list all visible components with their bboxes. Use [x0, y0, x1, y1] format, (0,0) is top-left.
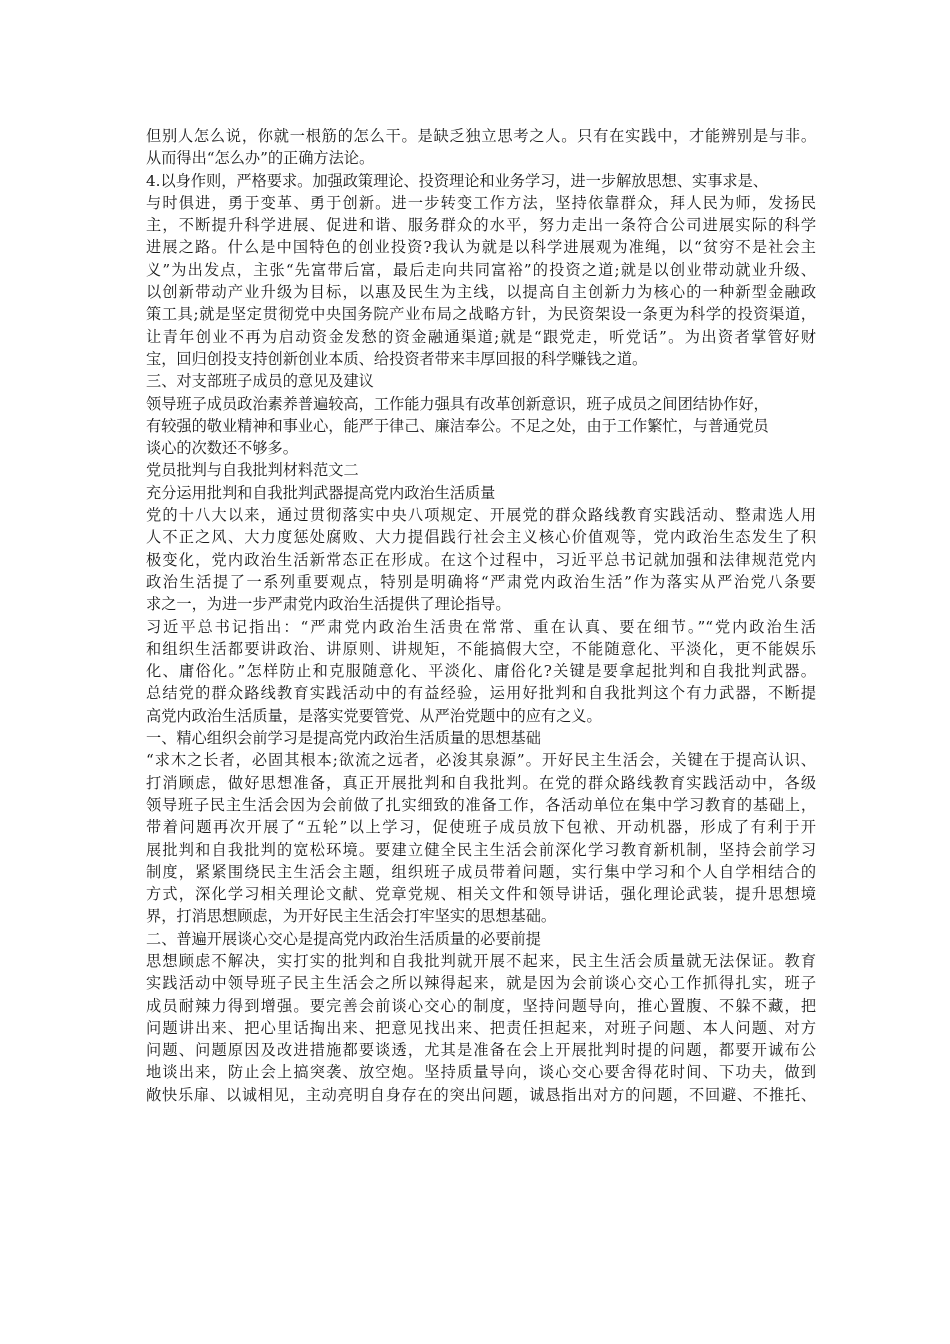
text-line: 和组织生活都要讲政治、讲原则、讲规矩，不能搞假大空，不能随意化、平淡化，更不能娱乐: [146, 639, 816, 658]
text-line: 问题、问题原因及改进措施都要谈透，尤其是准备在会上开展批判时提的问题，都要开诚布公: [146, 1041, 816, 1060]
text-line: 二、普遍开展谈心交心是提高党内政治生活质量的必要前提: [146, 929, 541, 948]
text-line: 一、精心组织会前学习是提高党内政治生活质量的思想基础: [146, 729, 541, 748]
text-line: 进展之路。什么是中国特色的创业投资?我认为就是以科学进展观为准绳，以“贫穷不是社会主: [146, 238, 816, 257]
text-line: 化、庸俗化。”怎样防止和克服随意化、平淡化、庸俗化?关键是要拿起批判和自我批判武器。: [146, 662, 816, 681]
text-line: 习近平总书记指出：“严肃党内政治生活贵在常常、重在认真、要在细节。”“党内政治生活: [146, 617, 816, 636]
text-line: 从而得出“怎么办”的正确方法论。: [146, 149, 375, 168]
text-line: 充分运用批判和自我批判武器提高党内政治生活质量: [146, 483, 496, 502]
text-line: 领导班子成员政治素养普遍较高，工作能力强具有改革创新意识，班子成员之间团结协作好，: [146, 394, 769, 413]
text-line: 宝，回归创投支持创新创业本质、给投资者带来丰厚回报的科学赚钱之道。: [146, 349, 648, 368]
text-line: 制度，紧紧围绕民主生活会主题，组织班子成员带着问题，实行集中学习和个人自学相结合的: [146, 862, 816, 881]
text-line: 地谈出来，防止会上搞突袭、放空炮。坚持质量导向，谈心交心要舍得花时间、下功夫，做到: [146, 1063, 816, 1082]
text-line: 思想顾虑不解决，实打实的批判和自我批判就开展不起来，民主生活会质量就无法保证。教育: [146, 951, 816, 970]
text-line: 与时俱进，勇于变革、勇于创新。进一步转变工作方法，坚持依靠群众，拜人民为师，发扬民: [146, 193, 816, 212]
text-line: 极变化，党内政治生活新常态正在形成。在这个过程中，习近平总书记就加强和法律规范党内: [146, 550, 816, 569]
text-line: 党员批判与自我批判材料范文二: [146, 461, 359, 480]
text-line: 展批判和自我批判的宽松环境。要建立健全民主生活会前深化学习教育新机制，坚持会前学习: [146, 840, 816, 859]
text-line: 敞快乐扉、以诚相见，主动亮明自身存在的突出问题，诚恳指出对方的问题，不回避、不推托、: [146, 1085, 816, 1104]
text-line: “求木之长者，必固其根本;欲流之远者，必浚其泉源”。开好民主生活会，关键在于提高认识、: [146, 751, 816, 770]
document-body: [146, 125, 816, 1106]
text-line: 求之一，为进一步严肃党内政治生活提供了理论指导。: [146, 595, 511, 614]
text-line: 但别人怎么说，你就一根筋的怎么干。是缺乏独立思考之人。只有在实践中，才能辨别是与非。: [146, 127, 816, 145]
text-line: 领导班子民主生活会因为会前做了扎实细致的准备工作，各活动单位在集中学习教育的基础上，: [146, 795, 816, 814]
text-line: 主，不断提升科学进展、促进和谐、服务群众的水平，努力走出一条符合公司进展实际的科学: [146, 216, 816, 235]
text-line: 党的十八大以来，通过贯彻落实中央八项规定、开展党的群众路线教育实践活动、整肃选人用: [146, 506, 816, 525]
text-line: 高党内政治生活质量，是落实党要管党、从严治党题中的应有之义。: [146, 706, 602, 725]
text-line: 有较强的敬业精神和事业心，能严于律己、廉洁奉公。不足之处，由于工作繁忙，与普通党员: [146, 416, 769, 435]
text-line: 成员耐辣力得到增强。要完善会前谈心交心的制度，坚持问题导向，推心置腹、不躲不藏，把: [146, 996, 816, 1015]
text-line: 让青年创业不再为启动资金发愁的资金融通渠道;就是“跟党走，听党话”。为出资者掌管好财: [146, 327, 816, 346]
text-line: 政治生活提了一系列重要观点，特别是明确将“严肃党内政治生活”作为落实从严治党八条要: [146, 572, 816, 591]
text-line: 带着问题再次开展了“五轮”以上学习，促使班子成员放下包袱、开动机器，形成了有利于开: [146, 818, 816, 837]
text-line: 谈心的次数还不够多。: [146, 439, 298, 458]
text-line: 以创新带动产业升级为目标，以惠及民生为主线，以提高自主创新力为核心的一种新型金融政: [146, 283, 816, 302]
text-line: 4.以身作则，严格要求。加强政策理论、投资理论和业务学习，进一步解放思想、实事求是、: [146, 171, 768, 190]
text-line: 三、对支部班子成员的意见及建议: [146, 372, 374, 391]
text-line: 打消顾虑，做好思想准备，真正开展批判和自我批判。在党的群众路线教育实践活动中，各级: [146, 773, 816, 792]
text-line: 实践活动中领导班子民主生活会之所以辣得起来，就是因为会前谈心交心工作抓得扎实，班子: [146, 974, 816, 993]
text-line: 人不正之风、大力度惩处腐败、大力提倡践行社会主义核心价值观等，党内政治生态发生了积: [146, 528, 816, 547]
text-line: 总结党的群众路线教育实践活动中的有益经验，运用好批判和自我批判这个有力武器，不断提: [146, 684, 816, 703]
text-line: 义”为出发点，主张“先富带后富，最后走向共同富裕”的投资之道;就是以创业带动就业升级、: [146, 260, 816, 279]
text-line: 界，打消思想顾虑，为开好民主生活会打牢坚实的思想基础。: [146, 907, 557, 926]
text-line: 方式，深化学习相关理论文献、党章党规、相关文件和领导讲话，强化理论武装，提升思想境: [146, 885, 816, 904]
text-line: 策工具;就是坚定贯彻党中央国务院产业布局之战略方针，为民资架设一条更为科学的投资渠道，: [146, 305, 816, 324]
text-line: 问题讲出来、把心里话掏出来、把意见找出来、把责任担起来，对班子问题、本人问题、对方: [146, 1018, 816, 1037]
